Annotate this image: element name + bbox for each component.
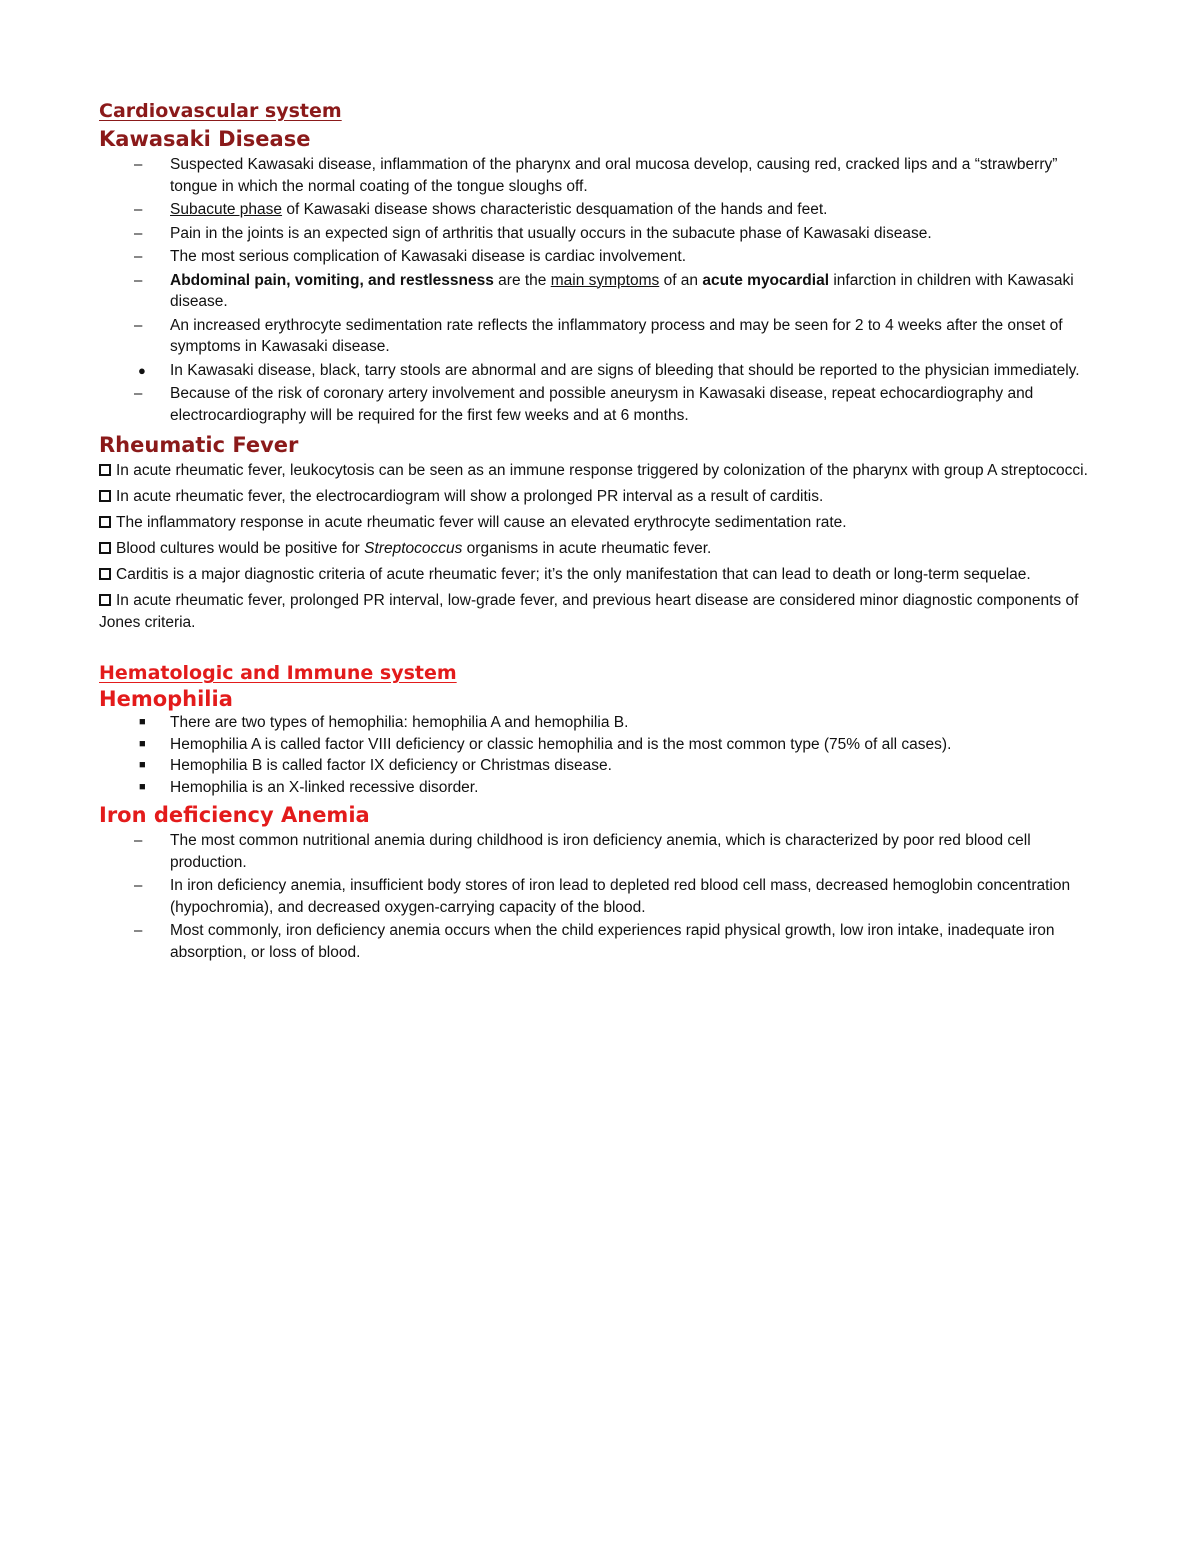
list-item: ■ Hemophilia B is called factor IX deficiency or Christmas disease. (99, 755, 1099, 777)
dash-bullet-icon: – (134, 922, 143, 939)
list-item: ● In Kawasaki disease, black, tarry stools are abnormal and are signs of bleeding that should be reported to the physician immediately. (99, 360, 1099, 382)
dash-bullet-icon: – (134, 156, 143, 173)
checkbox-icon (99, 594, 111, 606)
document-page (99, 98, 1099, 965)
checkbox-icon (99, 464, 111, 476)
iron-deficiency-list (99, 830, 1099, 963)
dash-bullet-icon: – (134, 201, 143, 218)
list-item: – In iron deficiency anemia, insufficient body stores of iron lead to depleted red blood cell mass, decreased hemoglobin concentration (hypochromia), and decreased oxygen-carrying capacity of the blood. (134, 877, 1071, 916)
dash-bullet-icon: – (134, 316, 143, 334)
list-item: – Most commonly, iron deficiency anemia occurs when the child experiences rapid physical growth, low iron intake, inadequate iron absorption, or loss of blood. (134, 922, 1055, 961)
dash-bullet-icon: – (134, 248, 143, 265)
topic-kawasaki-disease: Kawasaki Disease (99, 127, 311, 151)
rheumatic-checklist (99, 460, 1099, 634)
list-item: – Abdominal pain, vomiting, and restlessness are the main symptoms of an acute myocardial infarction in children with Kawasaki disease. (134, 271, 1074, 310)
section-title-hematologic: Hematologic and Immune system (99, 662, 457, 684)
dash-bullet-icon: – (134, 877, 143, 894)
topic-hemophilia: Hemophilia (99, 687, 233, 711)
hemophilia-list (99, 712, 1099, 798)
list-item: ■ Hemophilia is an X-linked recessive disorder. (99, 777, 1099, 799)
list-item: ■ There are two types of hemophilia: hemophilia A and hemophilia B. (99, 712, 1099, 734)
dash-bullet-icon: – (134, 271, 143, 289)
checkbox-icon (99, 516, 111, 528)
checkbox-icon (99, 542, 111, 554)
checklist-item: In acute rheumatic fever, leukocytosis can be seen as an immune response triggered by colonization of the pharynx with group A streptococci. (99, 460, 1099, 482)
square-bullet-icon: ■ (139, 780, 146, 793)
topic-iron-deficiency-anemia: Iron deficiency Anemia (99, 803, 370, 827)
list-item: ■ Hemophilia A is called factor VIII deficiency or classic hemophilia and is the most common type (75% of all cases). (99, 734, 1099, 756)
checkbox-icon (99, 568, 111, 580)
list-item: – Subacute phase of Kawasaki disease shows characteristic desquamation of the hands and feet. (99, 199, 1099, 221)
checklist-item: The inflammatory response in acute rheumatic fever will cause an elevated erythrocyte sedimentation rate. (99, 512, 1099, 534)
checklist-item: Blood cultures would be positive for Streptococcus organisms in acute rheumatic fever. (99, 538, 1099, 560)
list-item: – An increased erythrocyte sedimentation rate reflects the inflammatory process and may be seen for 2 to 4 weeks after the onset of symptoms in Kawasaki disease. (134, 316, 1063, 355)
list-item: – The most serious complication of Kawasaki disease is cardiac involvement. (99, 246, 1099, 268)
checklist-item: In acute rheumatic fever, prolonged PR interval, low-grade fever, and previous heart disease are considered minor diagnostic components of Jones criteria. (99, 592, 1079, 631)
dash-bullet-icon: – (134, 224, 143, 242)
kawasaki-list (99, 154, 1099, 426)
list-item: – Pain in the joints is an expected sign of arthritis that usually occurs in the subacute phase of Kawasaki disease. (99, 223, 1099, 245)
checklist-item: In acute rheumatic fever, the electrocardiogram will show a prolonged PR interval as a result of carditis. (99, 486, 1099, 508)
square-bullet-icon: ■ (139, 716, 146, 728)
dash-bullet-icon: – (134, 832, 143, 849)
square-bullet-icon: ■ (139, 759, 146, 771)
square-bullet-icon: ■ (139, 737, 146, 750)
section-title-cardiovascular: Cardiovascular system (99, 100, 342, 122)
checklist-item: Carditis is a major diagnostic criteria of acute rheumatic fever; it’s the only manifestation that can lead to death or long-term sequelae. (99, 564, 1099, 586)
checkbox-icon (99, 490, 111, 502)
topic-rheumatic-fever: Rheumatic Fever (99, 433, 299, 457)
list-item: – The most common nutritional anemia during childhood is iron deficiency anemia, which is characterized by poor red blood cell production. (134, 832, 1031, 871)
dash-bullet-icon: – (134, 385, 143, 402)
dot-bullet-icon: ● (138, 362, 146, 378)
list-item: – Suspected Kawasaki disease, inflammation of the pharynx and oral mucosa develop, causing red, cracked lips and a “strawberry” tongue in which the normal coating of the tongue sloughs off. (134, 156, 1058, 195)
list-item: – Because of the risk of coronary artery involvement and possible aneurysm in Kawasaki disease, repeat echocardiography and electrocardiography will be required for the first few weeks and at 6 months. (134, 385, 1034, 424)
